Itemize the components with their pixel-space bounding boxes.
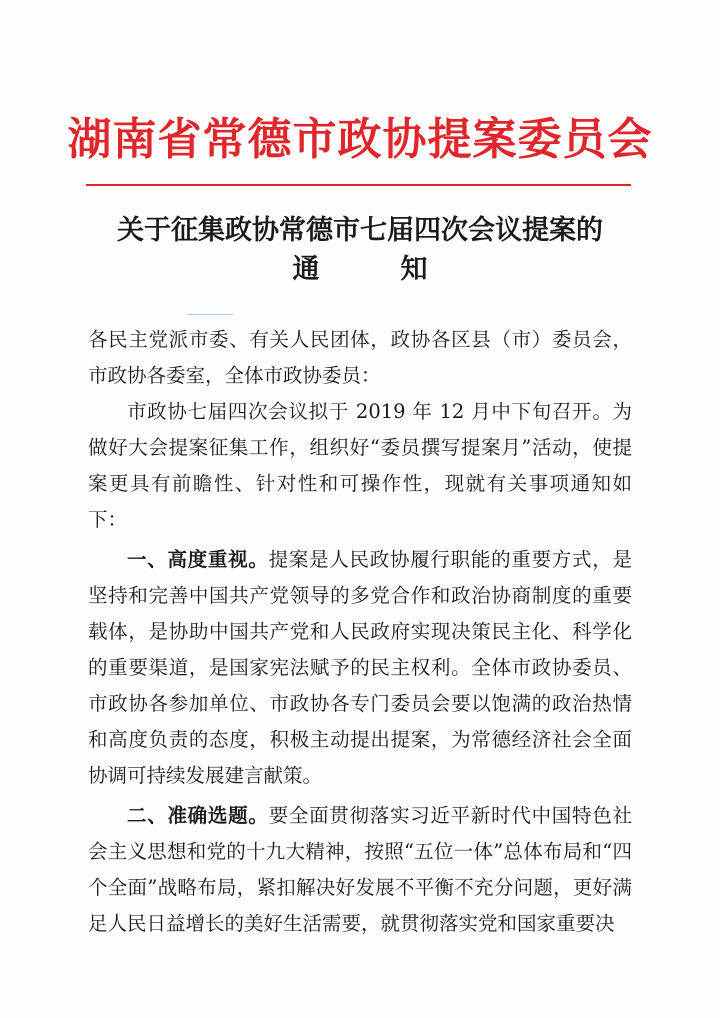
section-2-text: 要全面贯彻落实习近平新时代中国特色社会主义思想和党的十九大精神，按照“五位一体”总体布局和“四个全面”战略布局，紧扣解决好发展不平衡不充分问题，更好满足人民日益增长的美好生活需要，就贯彻落实党和国家重要决 xyxy=(88,804,632,935)
document-body xyxy=(88,322,632,942)
org-letterhead-title: 湖南省常德市政协提案委员会 xyxy=(67,114,653,165)
section-2-paragraph xyxy=(88,798,632,942)
salutation: 各民主党派市委、有关人民团体，政协各区县（市）委员会，市政协各委室，全体市政协委员： xyxy=(88,328,632,387)
document-title-line1: 关于征集政协常德市七届四次会议提案的 xyxy=(117,215,603,246)
letterhead-red-rule xyxy=(86,184,631,186)
document-title-line2: 通 知 xyxy=(292,254,428,285)
section-1-text: 提案是人民政协履行职能的重要方式，是坚持和完善中国共产党领导的多党合作和政治协商制度的重要载体，是协助中国共产党和人民政府实现决策民主化、科学化的重要渠道，是国家宪法赋予的民主权利。全体市政协委员、市政协各参加单位、市政协各专门委员会要以饱满的政治热情和高度负责的态度，积极主动提出提案，为常德经济社会全面协调可持续发展建言献策。 xyxy=(88,548,632,787)
intro-paragraph: 市政协七届四次会议拟于 2019 年 12 月中下旬召开。为做好大会提案征集工作，组织好“委员撰写提案月”活动，使提案更具有前瞻性、针对性和可操作性，现就有关事项通知如下： xyxy=(88,400,632,531)
section-1-heading: 一、高度重视。 xyxy=(127,548,269,571)
section-1-paragraph xyxy=(88,542,632,794)
section-2-heading: 二、准确选题。 xyxy=(127,804,269,827)
faint-scan-mark xyxy=(187,314,233,315)
